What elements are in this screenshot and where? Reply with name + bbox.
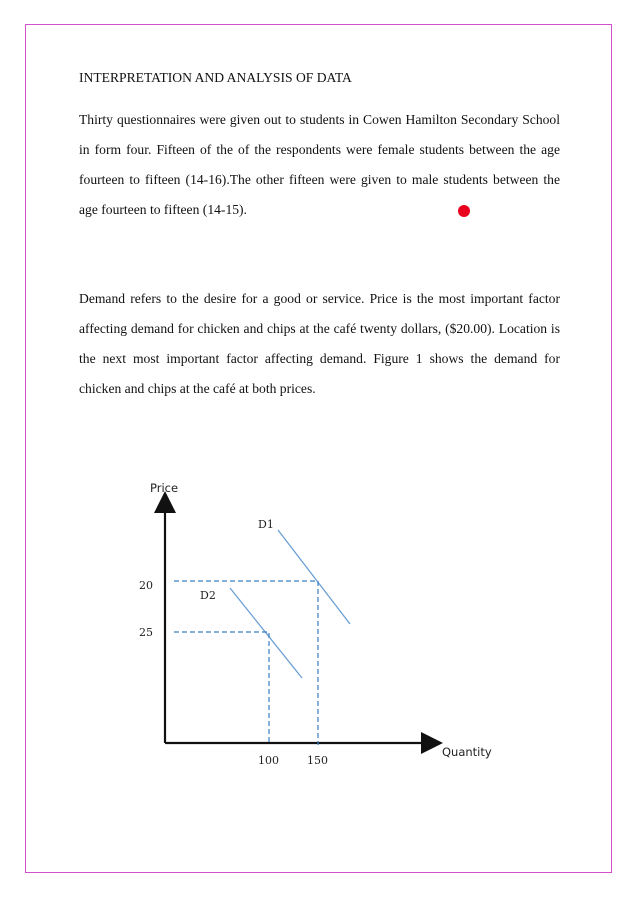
series-label-d1: D1 xyxy=(258,518,274,531)
y-tick-20: 20 xyxy=(139,579,153,592)
x-tick-150: 150 xyxy=(307,754,328,767)
demand-figure xyxy=(130,470,510,780)
paragraph-demand: Demand refers to the desire for a good or service. Price is the most important factor affecting demand for chicken and chips at the café twenty dollars, ($20.00). Location is the next most important factor affecting demand. Figure 1 shows the demand for chicken and chips at the café at both prices. xyxy=(79,291,560,396)
y-tick-25: 25 xyxy=(139,626,153,639)
x-tick-100: 100 xyxy=(258,754,279,767)
series-label-d2: D2 xyxy=(200,589,216,602)
section-heading: INTERPRETATION AND ANALYSIS OF DATA xyxy=(79,70,352,85)
guide-d2 xyxy=(174,632,269,745)
guide-d1 xyxy=(174,581,318,745)
demand-curve-d1 xyxy=(278,530,350,624)
watermark-dot xyxy=(458,205,470,217)
paragraph-questionnaires: Thirty questionnaires were given out to students in Cowen Hamilton Secondary School in form four. Fifteen of the of the respondents were female students between the age fourteen to fifteen (14-16).The other fifteen were given to male students between the age fourteen to fifteen (14-15). xyxy=(79,112,560,217)
y-axis-label: Price xyxy=(150,481,179,495)
x-axis-label: Quantity xyxy=(442,745,492,759)
demand-curve-d2 xyxy=(230,588,302,678)
